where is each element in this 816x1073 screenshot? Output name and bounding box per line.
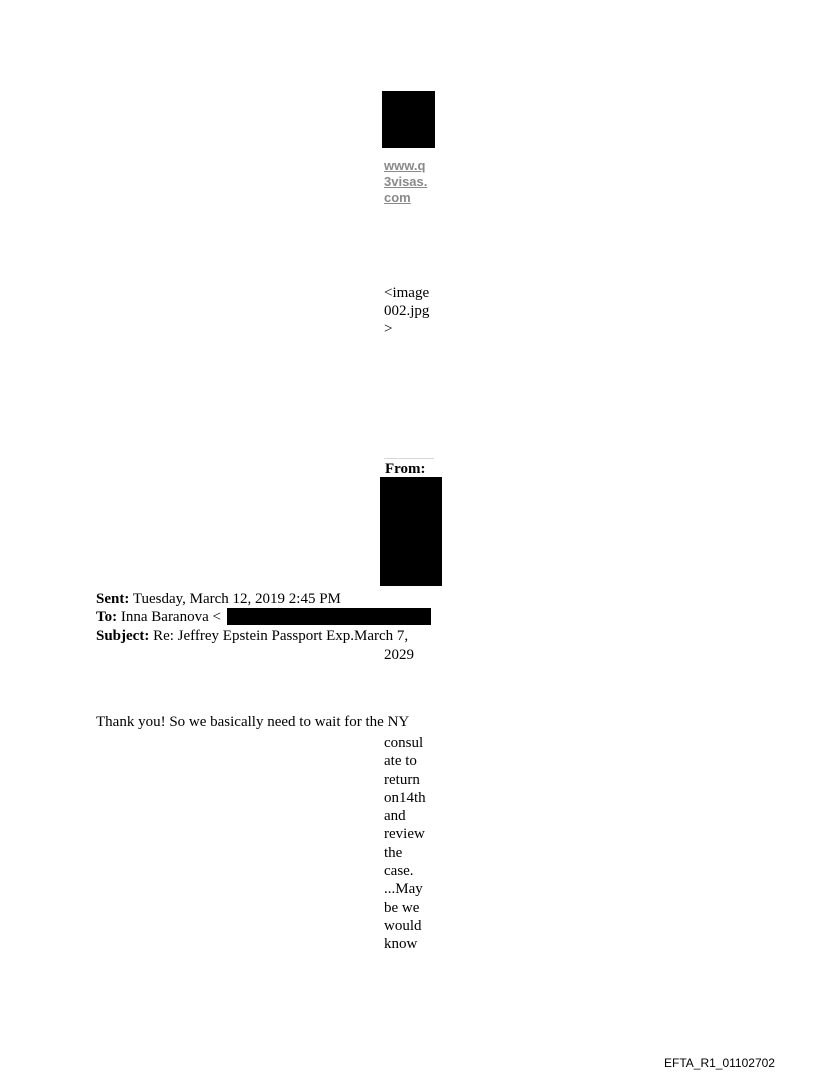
body-first-line: Thank you! So we basically need to wait for the NY <box>96 714 410 730</box>
image-placeholder <box>384 284 444 338</box>
body-line: consul <box>384 735 424 751</box>
body-line: case. <box>384 863 414 880</box>
to-label: To: <box>96 609 118 625</box>
body-line: the <box>384 844 403 861</box>
to-value: Inna Baranova < <box>120 609 221 625</box>
body-line: know <box>384 936 418 953</box>
from-divider <box>384 458 434 459</box>
body-line: return <box>384 771 420 788</box>
body-line: ...May <box>384 881 423 898</box>
body-line: would <box>384 917 422 934</box>
document-id: EFTA_R1_01102702 <box>664 1056 775 1070</box>
image-placeholder-line-2: 002.jpg <box>384 303 430 319</box>
website-link-line-2[interactable]: 3visas. <box>384 174 428 189</box>
body-line: ate to <box>384 753 417 770</box>
body-line: be we <box>384 899 420 916</box>
from-label: From: <box>385 461 426 477</box>
website-link[interactable] <box>384 158 444 206</box>
subject-label: Subject: <box>96 628 150 644</box>
body-wrapped-column <box>384 734 444 954</box>
body-line: review <box>384 826 425 843</box>
redacted-logo-image <box>382 91 435 148</box>
image-placeholder-line-3: > <box>384 321 393 337</box>
sent-label: Sent: <box>96 591 130 607</box>
website-link-line-3[interactable]: com <box>384 190 411 205</box>
sent-value: Tuesday, March 12, 2019 2:45 PM <box>132 591 341 607</box>
to-line <box>96 608 221 626</box>
body-line: and <box>384 808 406 825</box>
redacted-sender <box>380 477 442 586</box>
subject-wrap: 2029 <box>384 647 414 663</box>
sent-line <box>96 590 341 608</box>
redacted-recipient-email <box>227 608 431 625</box>
subject-line <box>96 627 408 645</box>
website-link-line-1[interactable]: www.q <box>384 158 426 173</box>
body-line: on14th <box>384 789 426 806</box>
image-placeholder-line-1: <image <box>384 285 430 301</box>
subject-value: Re: Jeffrey Epstein Passport Exp.March 7, <box>153 628 409 644</box>
